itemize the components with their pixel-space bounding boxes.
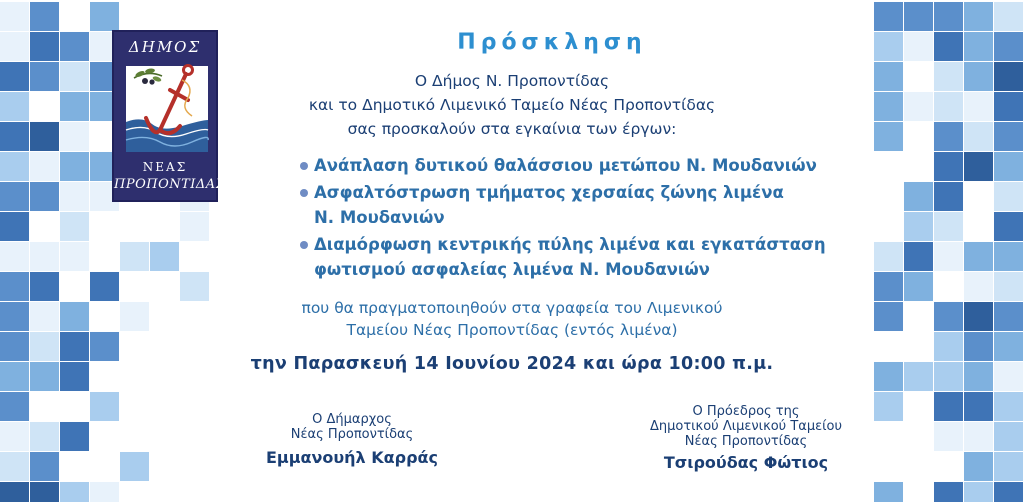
mosaic-tile <box>874 272 903 301</box>
logo-bottom-text-1: ΝΕΑΣ <box>142 160 188 174</box>
logo-bottom-text-2: ΠΡΟΠΟΝΤΙΔΑΣ <box>114 177 226 192</box>
mosaic-tile <box>120 452 149 481</box>
mosaic-tile <box>904 2 933 31</box>
intro-line-1: Ο Δήμος Ν. Προποντίδας <box>414 72 610 90</box>
mayor-signature <box>232 412 472 467</box>
mosaic-tile <box>874 482 903 502</box>
mosaic-tile <box>180 272 209 301</box>
mosaic-tile <box>904 212 933 241</box>
president-role-2: Δημοτικού Λιμενικού Ταμείου <box>649 419 843 434</box>
mosaic-tile <box>994 152 1023 181</box>
president-role-3: Νέας Προποντίδας <box>684 434 808 449</box>
mosaic-tile <box>30 482 59 502</box>
mosaic-tile <box>934 422 963 451</box>
mosaic-tile <box>180 212 209 241</box>
mosaic-tile <box>994 452 1023 481</box>
mosaic-tile <box>964 422 993 451</box>
mosaic-tile <box>904 242 933 271</box>
mosaic-tile <box>874 242 903 271</box>
work-item-line-2: Ν. Μουδανιών <box>314 208 445 227</box>
work-item-line-1: Διαμόρφωση κεντρικής πύλης λιμένα και εγκατάσταση <box>314 235 826 254</box>
mosaic-tile <box>60 242 89 271</box>
mosaic-tile <box>30 452 59 481</box>
mosaic-tile <box>90 272 119 301</box>
president-name: Τσιρούδας Φώτιος <box>663 453 829 472</box>
mosaic-tile <box>0 422 29 451</box>
work-item <box>300 153 860 178</box>
mosaic-tile <box>60 482 89 502</box>
mosaic-tile <box>964 242 993 271</box>
mosaic-tile <box>0 212 29 241</box>
bullet-dot <box>300 189 308 197</box>
work-item-line-1: Ασφαλτόστρωση τμήματος χερσαίας ζώνης λιμένα <box>314 183 784 202</box>
municipality-logo <box>112 30 226 202</box>
mosaic-tile <box>994 242 1023 271</box>
mosaic-tile <box>934 212 963 241</box>
mosaic-tile <box>60 422 89 451</box>
work-item-line-1: Ανάπλαση δυτικού θαλάσσιου μετώπου Ν. Μουδανιών <box>314 156 817 175</box>
mosaic-tile <box>120 242 149 271</box>
mosaic-tile <box>0 452 29 481</box>
works-list <box>300 153 860 284</box>
mosaic-tile <box>934 152 963 181</box>
mosaic-tile <box>994 272 1023 301</box>
intro-line-3: σας προσκαλούν στα εγκαίνια των έργων: <box>347 120 677 138</box>
president-signature <box>606 404 886 472</box>
mosaic-tile <box>934 482 963 502</box>
mosaic-tile <box>30 422 59 451</box>
mosaic-tile <box>994 422 1023 451</box>
event-datetime: την Παρασκευή 14 Ιουνίου 2024 και ώρα 10:00 π.μ. <box>250 354 774 374</box>
mosaic-tile <box>0 2 29 31</box>
mosaic-tile <box>90 2 119 31</box>
mayor-role-2: Νέας Προποντίδας <box>290 427 414 442</box>
intro-line-2: και το Δημοτικό Λιμενικό Ταμείο Νέας Προποντίδας <box>308 96 716 114</box>
mosaic-tile <box>934 392 963 421</box>
bullet-dot <box>300 241 308 249</box>
mosaic-tile <box>964 452 993 481</box>
mosaic-tile <box>0 242 29 271</box>
mosaic-tile <box>60 182 89 211</box>
mosaic-tile <box>964 2 993 31</box>
mosaic-tile <box>964 272 993 301</box>
mosaic-tile <box>30 152 59 181</box>
venue-line-2: Ταμείου Νέας Προποντίδας (εντός λιμένα) <box>346 321 678 339</box>
mosaic-tile <box>90 392 119 421</box>
bullet-dot <box>300 162 308 170</box>
mosaic-tile <box>60 212 89 241</box>
logo-top-text: ΔΗΜΟΣ <box>128 38 202 56</box>
mosaic-tile <box>964 152 993 181</box>
mosaic-tile <box>934 182 963 211</box>
mosaic-tile <box>0 152 29 181</box>
mosaic-tile <box>0 482 29 502</box>
mosaic-tile <box>904 272 933 301</box>
mosaic-tile <box>874 2 903 31</box>
mosaic-tile <box>0 182 29 211</box>
mosaic-tile <box>964 482 993 502</box>
mosaic-tile <box>0 32 29 61</box>
mosaic-tile <box>30 272 59 301</box>
work-item-line-2: φωτισμού ασφαλείας λιμένα Ν. Μουδανιών <box>314 260 710 279</box>
work-item <box>300 232 860 282</box>
mosaic-tile <box>150 242 179 271</box>
mosaic-tile <box>60 152 89 181</box>
mosaic-tile <box>994 2 1023 31</box>
mosaic-tile <box>934 242 963 271</box>
mosaic-tile <box>904 182 933 211</box>
mosaic-tile <box>0 272 29 301</box>
mosaic-tile <box>934 2 963 31</box>
mosaic-tile <box>30 182 59 211</box>
mosaic-tile <box>0 392 29 421</box>
mayor-role-1: Ο Δήμαρχος <box>312 412 392 427</box>
venue-line-1: που θα πραγματοποιηθούν στα γραφεία του Λιμενικού <box>301 299 723 317</box>
mosaic-tile <box>30 2 59 31</box>
mayor-name: Εμμανουήλ Καρράς <box>265 448 439 467</box>
president-role-1: Ο Πρόεδρος της <box>692 404 800 419</box>
mosaic-tile <box>964 392 993 421</box>
work-item <box>300 180 860 230</box>
mosaic-tile <box>994 482 1023 502</box>
mosaic-tile <box>994 182 1023 211</box>
mosaic-tile <box>30 242 59 271</box>
mosaic-tile <box>994 392 1023 421</box>
mosaic-tile <box>994 212 1023 241</box>
invitation-title: Πρόσκληση <box>457 30 647 55</box>
mosaic-tile <box>90 482 119 502</box>
